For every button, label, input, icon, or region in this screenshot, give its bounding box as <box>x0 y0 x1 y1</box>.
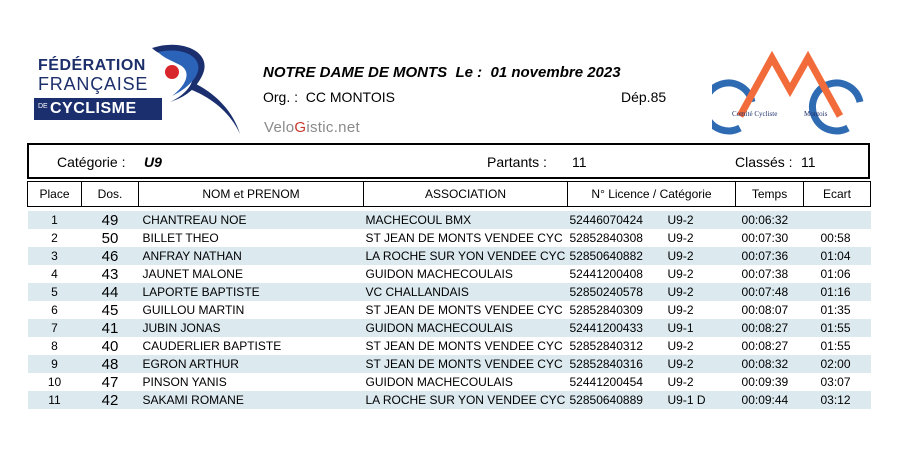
cell-place: 8 <box>51 339 58 353</box>
cell-licence: 52852840312 <box>569 339 643 353</box>
cell-licence: 52852840309 <box>569 303 643 317</box>
cell-time: 00:07:30 <box>741 231 789 245</box>
cell-time: 00:08:27 <box>736 319 804 337</box>
header-licence: N° Licence / Catégorie <box>568 182 736 207</box>
cell-category: U9-2 <box>667 303 694 317</box>
ffc-logo <box>34 42 249 138</box>
velogistic-part1: Velo <box>264 119 295 136</box>
cell-gap: 01:35 <box>820 303 851 317</box>
cell-bib: 44 <box>82 283 139 301</box>
cell-gap: 01:16 <box>804 283 871 301</box>
cell-licence: 52441200454 <box>569 375 643 389</box>
club-logo <box>712 50 864 140</box>
cell-gap: 01:06 <box>820 267 851 281</box>
starters-label: Partants : <box>487 154 547 170</box>
cell-club: ST JEAN DE MONTS VENDEE CYC <box>365 303 563 317</box>
cell-place: 6 <box>51 303 58 317</box>
header-club: ASSOCIATION <box>364 182 568 207</box>
ccm-logo-icon <box>712 50 864 140</box>
cell-bib: 47 <box>101 373 119 391</box>
starters-value: 11 <box>572 154 587 170</box>
cell-bib: 40 <box>101 337 119 355</box>
cell-time: 00:07:48 <box>736 283 804 301</box>
ffc-swoosh-icon <box>122 42 247 138</box>
cell-category: U9-2 <box>667 339 694 353</box>
category-band <box>27 143 870 179</box>
cell-name: SAKAMI ROMANE <box>139 391 364 409</box>
cell-bib: 41 <box>82 319 139 337</box>
cell-place: 5 <box>28 283 82 301</box>
cell-bib: 48 <box>82 355 139 373</box>
cell-licence: 52446070424 <box>568 211 662 229</box>
cell-time: 00:07:36 <box>736 247 804 265</box>
cell-club: MACHECOUL BMX <box>364 211 568 229</box>
header-bib: Dos. <box>82 182 139 207</box>
cell-bib: 46 <box>82 247 139 265</box>
cell-place: 3 <box>28 247 82 265</box>
category-value: U9 <box>144 154 162 170</box>
cell-licence: 52850240578 <box>568 283 662 301</box>
table-row <box>28 337 871 355</box>
table-header-row <box>28 182 871 207</box>
cell-place: 1 <box>28 211 82 229</box>
cell-club: ST JEAN DE MONTS VENDEE CYC <box>364 355 568 373</box>
cell-time: 00:07:38 <box>741 267 789 281</box>
ffc-logo-line1: FÉDÉRATION <box>38 57 146 74</box>
cell-gap <box>804 211 871 229</box>
table-row <box>28 247 871 265</box>
cell-licence: 52852840308 <box>569 231 643 245</box>
cell-name: PINSON YANIS <box>142 375 227 389</box>
cell-time: 00:09:44 <box>736 391 804 409</box>
ffc-logo-de: DE <box>38 103 48 110</box>
cell-club: LA ROCHE SUR YON VENDEE CYC <box>364 247 568 265</box>
table-row <box>28 211 871 229</box>
cell-licence: 52850640889 <box>568 391 662 409</box>
cell-bib: 43 <box>101 265 119 283</box>
cell-category: U9-2 <box>667 267 694 281</box>
table-row <box>28 319 871 337</box>
cell-bib: 42 <box>82 391 139 409</box>
cell-club: GUIDON MACHECOULAIS <box>364 319 568 337</box>
cell-gap: 02:00 <box>804 355 871 373</box>
cell-place: 11 <box>28 391 82 409</box>
cell-club: GUIDON MACHECOULAIS <box>365 375 513 389</box>
header-name: NOM et PRENOM <box>139 182 364 207</box>
cell-category: U9-2 <box>662 211 736 229</box>
velogistic-brand <box>264 119 360 136</box>
table-row <box>28 265 871 283</box>
cell-time: 00:09:39 <box>741 375 789 389</box>
cell-bib: 50 <box>101 229 119 247</box>
cell-place: 4 <box>51 267 58 281</box>
header-place: Place <box>28 182 82 207</box>
cell-club: ST JEAN DE MONTS VENDEE CYC <box>365 339 563 353</box>
cell-time: 00:06:32 <box>736 211 804 229</box>
cell-time: 00:08:27 <box>741 339 789 353</box>
cell-club: LA ROCHE SUR YON VENDEE CYC <box>364 391 568 409</box>
cell-name: BILLET THEO <box>142 231 219 245</box>
cell-place: 2 <box>51 231 58 245</box>
table-row <box>28 373 871 391</box>
table-row <box>28 229 871 247</box>
cell-time: 00:08:07 <box>741 303 789 317</box>
cell-gap: 00:58 <box>820 231 851 245</box>
cell-gap: 01:55 <box>820 339 851 353</box>
table-row <box>28 391 871 409</box>
table-row <box>28 301 871 319</box>
cell-category: U9-2 <box>667 375 694 389</box>
cell-name: EGRON ARTHUR <box>139 355 364 373</box>
cell-club: VC CHALLANDAIS <box>364 283 568 301</box>
cell-category: U9-2 <box>662 283 736 301</box>
club-logo-text-left: Comité Cycliste <box>732 110 778 118</box>
cell-gap: 01:04 <box>804 247 871 265</box>
cell-place: 10 <box>47 375 62 389</box>
ffc-logo-line2: FRANÇAISE <box>38 74 149 94</box>
club-logo-text-right: Montois <box>804 110 828 118</box>
cell-bib: 45 <box>101 301 119 319</box>
department: Dép.85 <box>621 89 667 105</box>
cell-category: U9-1 D <box>662 391 736 409</box>
velogistic-part3: istic.net <box>306 119 360 136</box>
table-row <box>28 283 871 301</box>
header-gap: Ecart <box>804 182 871 207</box>
classified-label: Classés : <box>735 154 793 170</box>
cell-name: JAUNET MALONE <box>142 267 243 281</box>
cell-club: ST JEAN DE MONTS VENDEE CYC <box>365 231 563 245</box>
classified-value: 11 <box>801 154 816 170</box>
cell-name: ANFRAY NATHAN <box>139 247 364 265</box>
cell-name: GUILLOU MARTIN <box>142 303 245 317</box>
cell-licence: 52441200408 <box>569 267 643 281</box>
cell-category: U9-2 <box>662 247 736 265</box>
cell-gap: 01:55 <box>804 319 871 337</box>
event-title: NOTRE DAME DE MONTS Le : 01 novembre 2023 <box>263 64 621 81</box>
velogistic-part2: G <box>294 119 307 136</box>
organizer: Org. : CC MONTOIS <box>263 89 395 105</box>
cell-name: CHANTREAU NOE <box>139 211 364 229</box>
header-time: Temps <box>736 182 804 207</box>
cell-licence: 52852840316 <box>568 355 662 373</box>
cell-gap: 03:12 <box>804 391 871 409</box>
cell-licence: 52850640882 <box>568 247 662 265</box>
cell-licence: 52441200433 <box>568 319 662 337</box>
cell-club: GUIDON MACHECOULAIS <box>365 267 513 281</box>
cell-gap: 03:07 <box>820 375 851 389</box>
cell-category: U9-1 <box>662 319 736 337</box>
cell-name: LAPORTE BAPTISTE <box>139 283 364 301</box>
cell-name: JUBIN JONAS <box>139 319 364 337</box>
cell-category: U9-2 <box>667 231 694 245</box>
cell-time: 00:08:32 <box>736 355 804 373</box>
cell-bib: 49 <box>82 211 139 229</box>
cell-place: 9 <box>28 355 82 373</box>
cell-category: U9-2 <box>662 355 736 373</box>
results-table <box>27 181 871 409</box>
cell-place: 7 <box>28 319 82 337</box>
ffc-logo-cyclisme: CYCLISME <box>50 100 137 117</box>
cell-name: CAUDERLIER BAPTISTE <box>142 339 282 353</box>
category-label: Catégorie : <box>57 154 126 170</box>
table-row <box>28 355 871 373</box>
